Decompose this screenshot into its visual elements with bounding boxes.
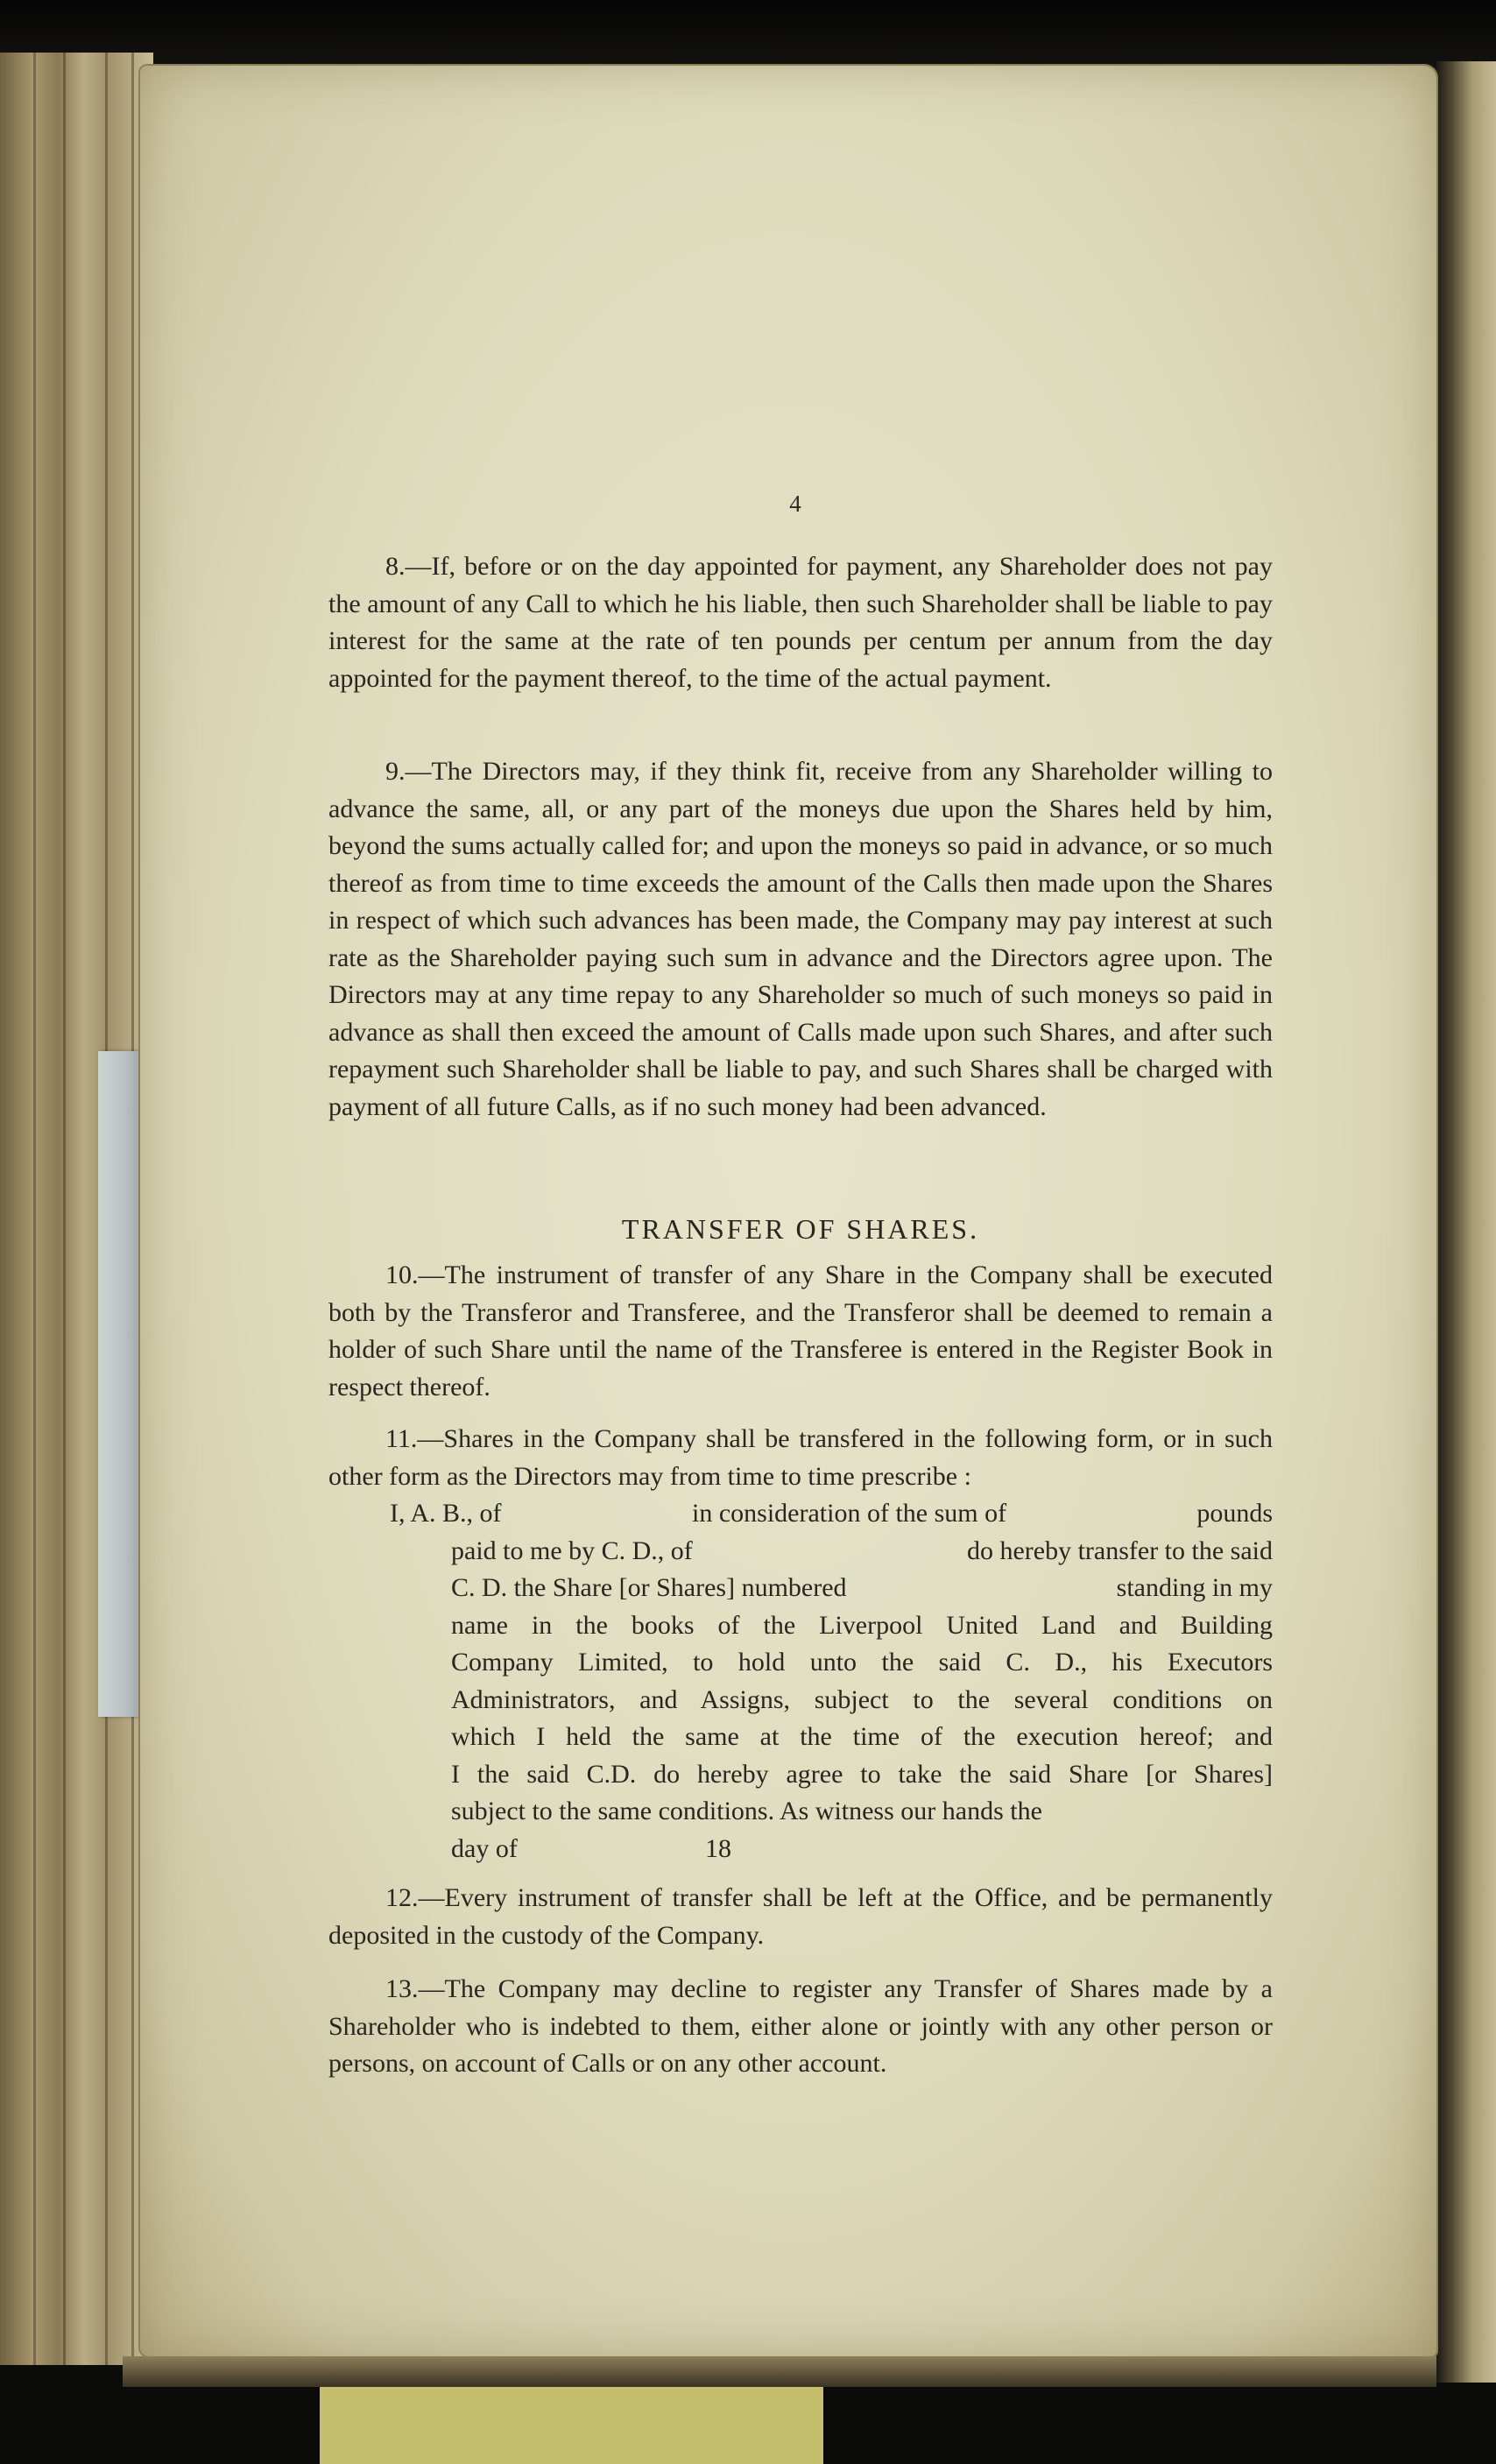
form-text: day of bbox=[451, 1833, 518, 1863]
section-heading: TRANSFER OF SHARES. bbox=[621, 1213, 980, 1245]
form-text: pounds bbox=[1196, 1499, 1273, 1528]
form-text: standing in my bbox=[1116, 1573, 1273, 1602]
form-text: I, A. B., of bbox=[390, 1499, 502, 1528]
form-text: do hereby transfer to the said bbox=[966, 1536, 1273, 1565]
page-edge-line bbox=[33, 53, 36, 2365]
form-text: in consideration of the sum of bbox=[692, 1499, 1007, 1528]
pasted-clipping-strip bbox=[98, 1051, 144, 1717]
form-line: Administrators, and Assigns, subject to the several conditions on bbox=[451, 1684, 1273, 1714]
form-line bbox=[390, 1570, 1273, 1607]
form-text: 18 bbox=[705, 1833, 731, 1863]
paragraph-8: 8.—If, before or on the day appointed for payment, any Shareholder does not pay the amount of any Call to which he his liable, then such Shareholder shall be liable to pay interest for the same at the rate of ten pounds per centum per annum from the day appointed for the payment thereof, to the time of the actual payment. bbox=[328, 552, 1273, 693]
paragraph-11: 11.—Shares in the Company shall be transfered in the following form, or in such other form as the Directors may from time to time prescribe : bbox=[328, 1424, 1273, 1491]
form-line: name in the books of the Liverpool United Land and Building bbox=[451, 1610, 1273, 1640]
page-edge-line bbox=[63, 53, 66, 2365]
form-line: subject to the same conditions. As witness our hands the bbox=[451, 1797, 1042, 1825]
right-page-edges bbox=[1436, 61, 1496, 2383]
binding-shadow-top bbox=[0, 0, 1496, 70]
form-text: C. D. the Share [or Shares] numbered bbox=[451, 1573, 847, 1602]
form-line bbox=[390, 1831, 1273, 1868]
page-bottom-shadow bbox=[123, 2356, 1436, 2387]
paragraph-10: 10.—The instrument of transfer of any Share in the Company shall be executed both by the Transferor and Transferee, and the Transferor shall be deemed to remain a holder of such Share until the name of the Transferee is entered in the Register Book in respect thereof. bbox=[328, 1260, 1273, 1401]
paragraph-13: 13.—The Company may decline to register any Transfer of Shares made by a Shareholder who is indebted to them, either alone or jointly with any other person or persons, on account of Calls or on any other account. bbox=[328, 1974, 1273, 2078]
form-line: Company Limited, to hold unto the said C. D., his Executors bbox=[451, 1648, 1273, 1677]
form-line: I the said C.D. do hereby agree to take the said Share [or Shares] bbox=[451, 1759, 1273, 1789]
form-line bbox=[390, 1495, 1273, 1533]
paragraph-12: 12.—Every instrument of transfer shall be left at the Office, and be permanently deposited in the custody of the Company. bbox=[328, 1883, 1273, 1950]
form-text: paid to me by C. D., of bbox=[451, 1536, 693, 1565]
page-number: 4 bbox=[789, 491, 801, 517]
form-line: which I held the same at the time of the execution hereof; and bbox=[451, 1722, 1273, 1751]
form-line bbox=[390, 1533, 1273, 1571]
transfer-form bbox=[390, 1495, 1273, 1867]
paragraph-9: 9.—The Directors may, if they think fit, receive from any Shareholder willing to advance the same, all, or any part of the moneys due upon the Shares held by him, beyond the sums actually called for; and upon the moneys so paid in advance, or so much thereof as from time to time exceeds the amount of the Calls then made upon the Shares in respect of which such advances has been made, the Company may pay interest at such rate as the Shareholder paying such sum in advance and the Directors agree upon. The Directors may at any time repay to any Shareholder so much of such moneys so paid in advance as shall then exceed the amount of Calls made upon such Shares, and after such repayment such Shareholder shall be liable to pay, and such Shares shall be charged with payment of all future Calls, as if no such money had been advanced. bbox=[328, 757, 1273, 1121]
paper-tab bbox=[320, 2387, 823, 2464]
